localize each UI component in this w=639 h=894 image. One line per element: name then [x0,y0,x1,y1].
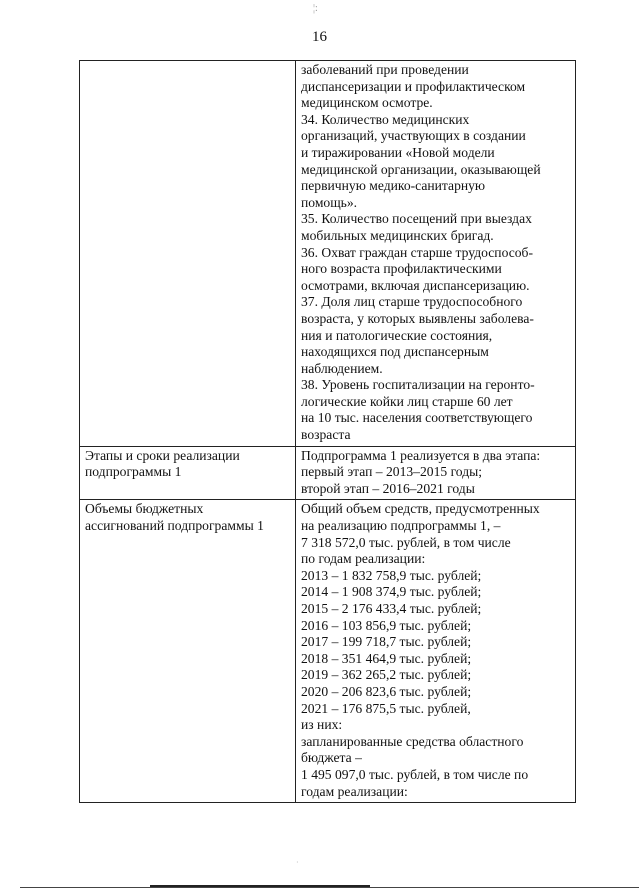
bottom-rule-dark [150,885,370,887]
cell-line: 2014 – 1 908 374,9 тыс. рублей; [301,584,482,600]
scan-mark: ¦: [313,3,318,14]
row-stages-value-cell [296,446,576,500]
cell-line: годам реализации: [301,783,408,799]
cell-line: 7 318 572,0 тыс. рублей, в том числе [301,534,511,550]
cell-line: помощь». [301,194,358,210]
cell-line: 38. Уровень госпитализации на геронто- [301,377,535,393]
cell-line: 2019 – 362 265,2 тыс. рублей; [301,667,472,683]
cell-line: из них: [301,717,343,733]
cell-line: и тиражировании «Новой модели [301,144,495,160]
page-number: 16 [312,29,327,45]
cell-line: 2018 – 351 464,9 тыс. рублей; [301,650,472,666]
cell-line: диспансеризации и профилактическом [301,78,526,94]
cell-line: запланированные средства областного [301,733,524,749]
cell-line: организаций, участвующих в создании [301,128,526,144]
cell-line: логические койки лиц старше 60 лет [301,393,513,409]
scan-artifact: · [296,858,299,867]
cell-line: 37. Доля лиц старше трудоспособного [301,294,523,310]
cell-line: заболеваний при проведении [301,62,469,77]
row-budget-label-cell [80,500,296,803]
cell-line: бюджета – [301,750,362,766]
cell-line: Общий объем средств, предусмотренных [301,501,540,517]
table-row-stages [80,446,576,500]
passport-table [79,60,576,803]
cell-line: медицинской организации, оказывающей [301,161,541,177]
row-indicators-value-cell [296,61,576,447]
cell-line: возраста [301,427,351,443]
cell-line: 2015 – 2 176 433,4 тыс. рублей; [301,601,482,616]
cell-line: мобильных медицинских бригад. [301,227,494,243]
row-budget-value-cell [296,500,576,803]
cell-line: 2021 – 176 875,5 тыс. рублей, [301,700,471,716]
cell-line: осмотрами, включая диспансеризацию. [301,277,530,293]
cell-line: первый этап – 2013–2015 годы; [301,464,483,480]
row-stages-label-cell [80,446,296,500]
cell-line: Подпрограмма 1 реализуется в два этапа: [301,447,541,463]
cell-line: 1 495 097,0 тыс. рублей, в том числе по [301,766,529,782]
cell-line: находящихся под диспансерным [301,344,489,360]
cell-line: 36. Охват граждан старше трудоспособ- [301,244,533,260]
cell-line: второй этап – 2016–2021 годы [301,480,475,496]
bottom-rule [20,887,639,888]
cell-line: ния и патологические состояния, [301,327,493,343]
cell-line: по годам реализации: [301,551,426,567]
table-row-budget [80,500,576,803]
cell-line: 35. Количество посещений при выездах [301,211,532,227]
cell-line: медицинском осмотре. [301,95,433,111]
table-row-indicators [80,61,576,447]
cell-line: 2017 – 199 718,7 тыс. рублей; [301,634,472,650]
cell-line: Этапы и сроки реализации [85,447,240,463]
cell-line: на 10 тыс. населения соответствующего [301,410,533,426]
cell-line: ного возраста профилактическими [301,261,502,277]
cell-line: подпрограммы 1 [85,464,182,480]
cell-line: первичную медико-санитарную [301,178,486,194]
cell-line: 2013 – 1 832 758,9 тыс. рублей; [301,567,482,583]
cell-line: 2020 – 206 823,6 тыс. рублей; [301,683,472,699]
row-indicators-label-cell [80,61,296,447]
cell-line: 2016 – 103 856,9 тыс. рублей; [301,617,472,633]
cell-line: возраста, у которых выявлены заболева- [301,310,534,326]
cell-line: Объемы бюджетных [85,501,204,517]
cell-line: наблюдением. [301,360,383,376]
cell-line: на реализацию подпрограммы 1, – [301,518,501,534]
cell-line: ассигнований подпрограммы 1 [85,518,264,534]
cell-line: 34. Количество медицинских [301,111,470,127]
